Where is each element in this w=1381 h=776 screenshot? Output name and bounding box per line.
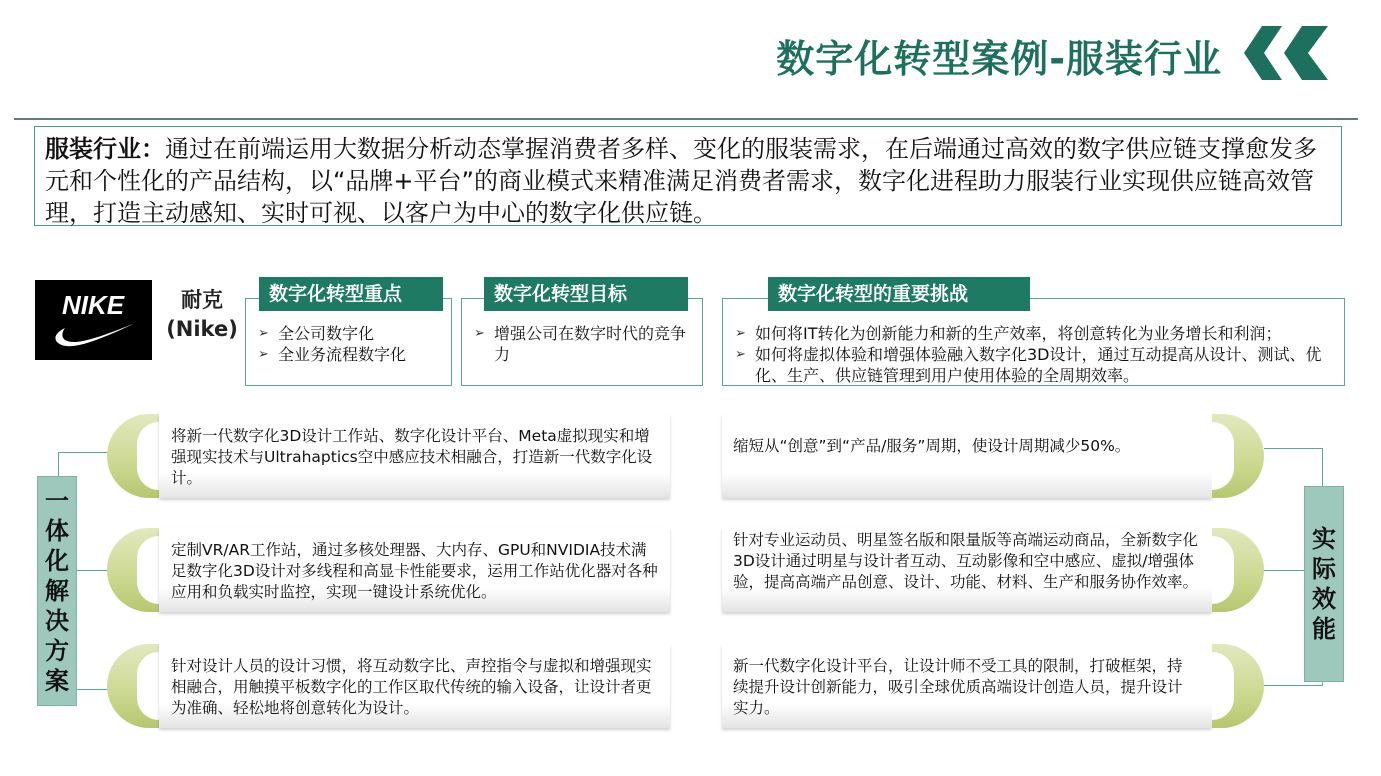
- solution-card-text: 定制VR/AR工作站，通过多核处理器、大内存、GPU和NVIDIA技术满足数字化3D设计对多线程和高显卡性能要求，运用工作站优化器对各种应用和负载实时监控，实现一键设计系统优化。: [171, 541, 658, 601]
- focus-panel-title: 数字化转型重点: [259, 277, 443, 311]
- effect-card: [722, 644, 1212, 728]
- list-item: ➢ 全业务流程数字化: [258, 344, 448, 365]
- challenge-panel-title: 数字化转型的重要挑战: [768, 277, 1030, 311]
- intro-lead: 服装行业：: [45, 135, 165, 163]
- solution-label-char: 化: [45, 547, 69, 575]
- focus-panel: [245, 298, 452, 386]
- effect-label-char: 实: [1312, 525, 1336, 553]
- challenge-panel: [722, 298, 1345, 386]
- page-title: 数字化转型案例-服装行业: [776, 37, 1222, 81]
- list-item: ➢ 如何将虚拟体验和增强体验融入数字化3D设计，通过互动提高从设计、测试、优化、生产、供应链管理到用户使用体验的全周期效率。: [735, 344, 1335, 386]
- list-item: ➢ 全公司数字化: [258, 323, 448, 344]
- goal-panel-title: 数字化转型目标: [484, 277, 688, 311]
- effect-label-char: 能: [1312, 615, 1336, 643]
- solution-label-char: 决: [45, 607, 69, 635]
- double-chevron-left-icon: [1242, 26, 1328, 80]
- solution-label-char: 案: [45, 667, 69, 695]
- solution-card-text: 针对设计人员的设计习惯，将互动数字比、声控指令与虚拟和增强现实相融合，用触摸平板数字化的工作区取代传统的输入设备，让设计者更为准确、轻松地将创意转化为设计。: [171, 657, 652, 717]
- goal-list: [474, 323, 696, 365]
- solution-label: [37, 476, 77, 706]
- company-name: [160, 286, 244, 344]
- solution-card: [159, 644, 670, 728]
- solution-card-pill: [107, 528, 159, 612]
- effect-card-pill: [1212, 644, 1264, 728]
- effect-card-pill: [1212, 414, 1264, 498]
- company-name-cn: 耐克: [181, 288, 223, 312]
- solution-label-char: 一: [45, 487, 69, 515]
- focus-list: [258, 323, 448, 365]
- header-divider: [14, 118, 1358, 120]
- effect-label-char: 际: [1312, 555, 1336, 583]
- solution-card-text: 将新一代数字化3D设计工作站、数字化设计平台、Meta虚拟现实和增强现实技术与Ultrahaptics空中感应技术相融合，打造新一代数字化设计。: [171, 427, 653, 487]
- solution-label-char: 体: [45, 517, 69, 545]
- effect-card: [722, 414, 1212, 498]
- effect-card: [722, 528, 1212, 612]
- effect-label-char: 效: [1312, 585, 1336, 613]
- list-item: ➢ 如何将IT转化为创新能力和新的生产效率，将创意转化为业务增长和利润；: [735, 323, 1335, 344]
- solution-card-pill: [107, 414, 159, 498]
- effect-card-pill: [1212, 528, 1264, 612]
- solution-card: [159, 414, 670, 498]
- effect-card-text: 缩短从“创意”到“产品/服务”周期，使设计周期减少50%。: [733, 437, 1131, 455]
- intro-box: [34, 126, 1342, 226]
- effect-card-text: 针对专业运动员、明星签名版和限量版等高端运动商品，全新数字化3D设计通过明星与设计者互动、互动影像和空中感应、虚拟/增强体验，提高高端产品创意、设计、功能、材料、生产和服务协作效率。: [733, 531, 1199, 591]
- effect-label: [1304, 486, 1344, 682]
- company-name-en: (Nike): [166, 317, 238, 341]
- goal-panel: [461, 298, 703, 386]
- nike-swoosh-icon: [35, 280, 152, 360]
- nike-logo-text: NIKE: [61, 290, 125, 320]
- solution-card: [159, 528, 670, 612]
- effect-connector-mid: [1264, 570, 1306, 571]
- intro-text: 通过在前端运用大数据分析动态掌握消费者多样、变化的服装需求，在后端通过高效的数字供应链支撑愈发多元和个性化的产品结构，以“品牌+平台”的商业模式来精准满足消费者需求，数字化进程助力服装行业实现供应链高效管理，打造主动感知、实时可视、以客户为中心的数字化供应链。: [45, 135, 1317, 227]
- nike-logo: [35, 280, 152, 360]
- solution-label-char: 方: [45, 637, 69, 665]
- list-item: ➢ 增强公司在数字时代的竞争力: [474, 323, 696, 365]
- solution-card-pill: [107, 644, 159, 728]
- effect-card-text: 新一代数字化设计平台，让设计师不受工具的限制，打破框架，持续提升设计创新能力，吸引全球优质高端设计创造人员，提升设计实力。: [733, 657, 1183, 717]
- solution-label-char: 解: [45, 577, 69, 605]
- challenge-list: [735, 323, 1335, 386]
